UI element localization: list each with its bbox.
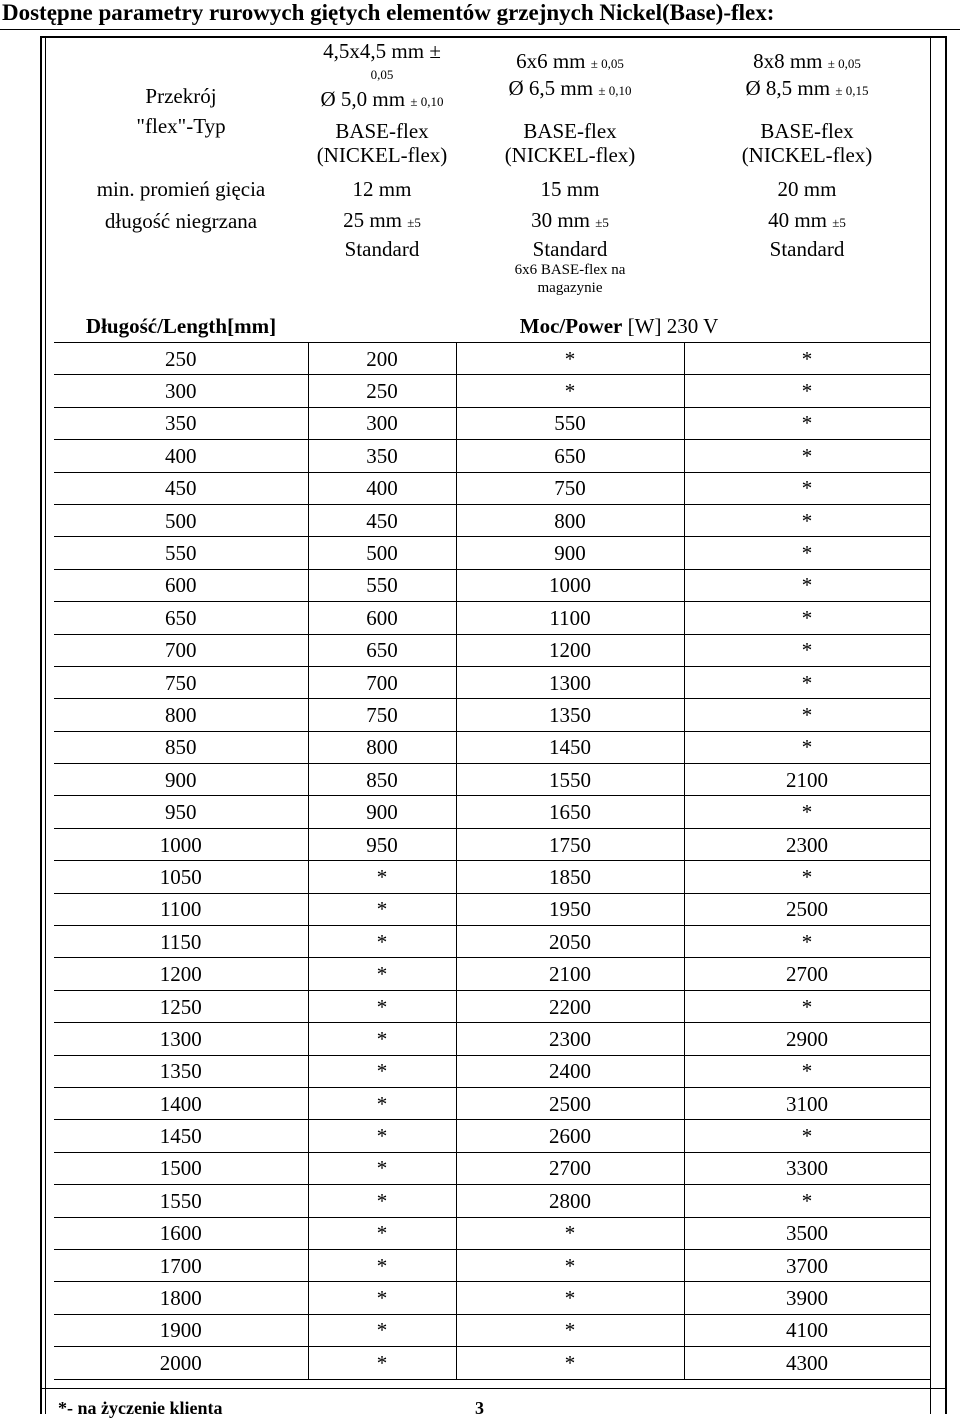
- cell-power-6: 2800: [456, 1185, 684, 1217]
- przekroj-label: Przekrój: [145, 84, 217, 108]
- radius-label: min. promień gięcia: [96, 176, 266, 201]
- cell-power-4-5: *: [308, 1087, 456, 1119]
- col3-dia: Ø 8,5 mm: [745, 76, 831, 100]
- cell-power-4-5: 500: [308, 537, 456, 569]
- table-row: [54, 958, 930, 990]
- length-header: Długość/Length[mm]: [85, 313, 277, 338]
- przekroj-col3: [684, 38, 930, 114]
- cell-length: 850: [54, 731, 308, 763]
- unheated-col2-value: 30 mm: [531, 207, 591, 232]
- cell-power-8: *: [684, 926, 930, 958]
- table-row: [54, 796, 930, 828]
- cell-power-6: 1300: [456, 666, 684, 698]
- table-row: [54, 537, 930, 569]
- table-row: [54, 990, 930, 1022]
- table-row: [54, 472, 930, 504]
- cell-length: 800: [54, 699, 308, 731]
- standard-col2: [456, 237, 684, 309]
- cell-length: 1150: [54, 926, 308, 958]
- cell-power-4-5: *: [308, 1120, 456, 1152]
- przekroj-col2: [456, 38, 684, 114]
- cell-length: 450: [54, 472, 308, 504]
- spec-table: [54, 38, 930, 342]
- cell-power-4-5: 350: [308, 440, 456, 472]
- cell-power-8: *: [684, 699, 930, 731]
- cell-power-8: *: [684, 731, 930, 763]
- cell-power-4-5: *: [308, 958, 456, 990]
- cell-length: 1300: [54, 1023, 308, 1055]
- cell-power-8: 3100: [684, 1087, 930, 1119]
- title-underline: [0, 29, 960, 30]
- table-row: [54, 602, 930, 634]
- typ-col2: [456, 114, 684, 172]
- table-row: [54, 1087, 930, 1119]
- cell-power-8: *: [684, 666, 930, 698]
- cell-length: 1050: [54, 861, 308, 893]
- unheated-col1-value: 25 mm: [343, 207, 403, 232]
- cell-power-6: 1850: [456, 861, 684, 893]
- cell-power-6: 1550: [456, 764, 684, 796]
- table-row: [54, 1023, 930, 1055]
- cell-power-4-5: *: [308, 1055, 456, 1087]
- cell-length: 1200: [54, 958, 308, 990]
- cell-power-4-5: *: [308, 1185, 456, 1217]
- unheated-col1: [308, 205, 456, 237]
- radius-col2: 15 mm: [540, 176, 600, 201]
- cell-power-4-5: 300: [308, 407, 456, 439]
- table-row: [54, 699, 930, 731]
- cell-power-4-5: 700: [308, 666, 456, 698]
- footnote: *- na życzenie klienta: [58, 1398, 223, 1418]
- cell-power-6: 750: [456, 472, 684, 504]
- cell-power-4-5: 200: [308, 343, 456, 375]
- typ-col2-line1: BASE-flex: [523, 119, 617, 143]
- cell-power-8: *: [684, 504, 930, 536]
- cell-power-4-5: *: [308, 1217, 456, 1249]
- cell-power-8: *: [684, 1055, 930, 1087]
- cell-length: 1800: [54, 1282, 308, 1314]
- power-table: [54, 342, 931, 1380]
- col2-size-tol: ± 0,05: [590, 56, 624, 71]
- col1-dia: Ø 5,0 mm: [320, 86, 406, 111]
- cell-power-8: 2900: [684, 1023, 930, 1055]
- cell-power-8: *: [684, 343, 930, 375]
- cell-power-6: 550: [456, 407, 684, 439]
- cell-power-4-5: 900: [308, 796, 456, 828]
- cell-power-8: *: [684, 1120, 930, 1152]
- table-row: [54, 1120, 930, 1152]
- standard-col2-label: Standard: [532, 237, 608, 261]
- page-title: Dostępne parametry rurowych giętych elementów grzejnych Nickel(Base)-flex:: [2, 0, 775, 25]
- cell-power-4-5: 850: [308, 764, 456, 796]
- cell-length: 250: [54, 343, 308, 375]
- przekroj-col1: [308, 38, 456, 114]
- typ-col1: [308, 114, 456, 172]
- cell-length: 1250: [54, 990, 308, 1022]
- cell-power-4-5: 650: [308, 634, 456, 666]
- standard-col3: Standard: [769, 237, 845, 261]
- table-row: [54, 1152, 930, 1184]
- table-row: [54, 764, 930, 796]
- table-row: [54, 343, 930, 375]
- cell-power-8: *: [684, 634, 930, 666]
- cell-power-8: *: [684, 375, 930, 407]
- standard-row: [54, 237, 930, 309]
- cell-power-6: 2200: [456, 990, 684, 1022]
- cell-power-4-5: *: [308, 1314, 456, 1346]
- standard-label-empty: [54, 237, 308, 309]
- frame-right: [945, 36, 947, 1414]
- przekroj-row: [54, 38, 930, 114]
- cell-power-8: *: [684, 440, 930, 472]
- cell-power-4-5: 750: [308, 699, 456, 731]
- table-row: [54, 1282, 930, 1314]
- page-number: 3: [475, 1398, 484, 1418]
- cell-length: 500: [54, 504, 308, 536]
- cell-length: 300: [54, 375, 308, 407]
- table-row: [54, 440, 930, 472]
- cell-power-6: 900: [456, 537, 684, 569]
- power-header-unit: [W] 230 V: [627, 313, 719, 338]
- typ-col1-line2: (NICKEL-flex): [316, 143, 448, 167]
- table-row: [54, 634, 930, 666]
- table-row: [54, 893, 930, 925]
- cell-length: 2000: [54, 1347, 308, 1379]
- cell-power-4-5: 250: [308, 375, 456, 407]
- table-row: [54, 1055, 930, 1087]
- cell-power-6: 2600: [456, 1120, 684, 1152]
- cell-power-8: 4100: [684, 1314, 930, 1346]
- cell-power-6: *: [456, 1347, 684, 1379]
- cell-power-8: *: [684, 537, 930, 569]
- cell-power-8: *: [684, 861, 930, 893]
- cell-power-8: 3500: [684, 1217, 930, 1249]
- table-row: [54, 407, 930, 439]
- cell-power-6: 1000: [456, 569, 684, 601]
- power-header-label: Moc/Power: [519, 313, 623, 338]
- typ-col3: [684, 114, 930, 172]
- typ-col3-line1: BASE-flex: [760, 119, 854, 143]
- cell-power-6: 2500: [456, 1087, 684, 1119]
- cell-power-6: *: [456, 1249, 684, 1281]
- cell-power-4-5: 950: [308, 828, 456, 860]
- col3-size-tol: ± 0,05: [827, 56, 861, 71]
- table-row: [54, 1185, 930, 1217]
- cell-power-4-5: 600: [308, 602, 456, 634]
- cell-power-6: 1350: [456, 699, 684, 731]
- cell-power-4-5: 400: [308, 472, 456, 504]
- cell-power-8: 2100: [684, 764, 930, 796]
- col1-size: 4,5x4,5 mm: [323, 38, 425, 63]
- cell-power-4-5: *: [308, 1282, 456, 1314]
- cell-length: 1600: [54, 1217, 308, 1249]
- unheated-label: długość niegrzana: [104, 209, 258, 233]
- cell-power-4-5: *: [308, 1347, 456, 1379]
- cell-power-4-5: 550: [308, 569, 456, 601]
- unheated-col3-tol: ±5: [832, 214, 846, 230]
- cell-length: 550: [54, 537, 308, 569]
- cell-power-8: 2300: [684, 828, 930, 860]
- cell-power-8: 3900: [684, 1282, 930, 1314]
- typ-col2-line2: (NICKEL-flex): [504, 143, 636, 167]
- cell-power-6: *: [456, 1314, 684, 1346]
- cell-length: 1000: [54, 828, 308, 860]
- cell-length: 1100: [54, 893, 308, 925]
- cell-power-6: 1450: [456, 731, 684, 763]
- cell-power-6: *: [456, 1282, 684, 1314]
- frame-left-inner: [45, 36, 46, 1414]
- col1-dia-tol: ± 0,10: [410, 93, 444, 109]
- table-row: [54, 375, 930, 407]
- cell-length: 350: [54, 407, 308, 439]
- table-row: [54, 569, 930, 601]
- frame-bottom: [40, 1388, 947, 1389]
- cell-power-6: *: [456, 1217, 684, 1249]
- cell-length: 1700: [54, 1249, 308, 1281]
- table-row: [54, 861, 930, 893]
- cell-power-4-5: *: [308, 1023, 456, 1055]
- cell-power-6: 1950: [456, 893, 684, 925]
- table-row: [54, 828, 930, 860]
- unheated-col2-tol: ±5: [595, 214, 609, 230]
- table-row: [54, 1249, 930, 1281]
- cell-length: 600: [54, 569, 308, 601]
- frame-left: [40, 36, 42, 1414]
- unheated-col2: [456, 205, 684, 237]
- cell-power-4-5: *: [308, 893, 456, 925]
- table-row: [54, 1217, 930, 1249]
- cell-length: 1400: [54, 1087, 308, 1119]
- cell-length: 1450: [54, 1120, 308, 1152]
- unheated-col3: [684, 205, 930, 237]
- cell-length: 750: [54, 666, 308, 698]
- cell-power-8: *: [684, 472, 930, 504]
- cell-length: 1350: [54, 1055, 308, 1087]
- cell-length: 700: [54, 634, 308, 666]
- cell-power-6: 1200: [456, 634, 684, 666]
- cell-power-8: *: [684, 1185, 930, 1217]
- cell-power-6: 1100: [456, 602, 684, 634]
- cell-power-4-5: *: [308, 926, 456, 958]
- cell-power-8: 3300: [684, 1152, 930, 1184]
- typ-col3-line2: (NICKEL-flex): [741, 143, 873, 167]
- col1-size-tol-b: 0,05: [370, 66, 394, 82]
- cell-power-6: *: [456, 375, 684, 407]
- cell-length: 950: [54, 796, 308, 828]
- cell-power-6: 1750: [456, 828, 684, 860]
- cell-power-8: 4300: [684, 1347, 930, 1379]
- cell-power-8: 2500: [684, 893, 930, 925]
- cell-power-6: 2050: [456, 926, 684, 958]
- cell-length: 650: [54, 602, 308, 634]
- cell-power-6: 650: [456, 440, 684, 472]
- col2-dia: Ø 6,5 mm: [508, 76, 594, 100]
- stock-note: 6x6 BASE-flex na magazynie: [514, 262, 626, 296]
- cell-power-4-5: *: [308, 990, 456, 1022]
- typ-label: "flex"-Typ: [136, 114, 226, 138]
- table-row: [54, 731, 930, 763]
- col2-size: 6x6 mm: [516, 49, 586, 73]
- cell-length: 1550: [54, 1185, 308, 1217]
- cell-length: 900: [54, 764, 308, 796]
- col2-dia-tol: ± 0,10: [598, 83, 632, 98]
- radius-col3: 20 mm: [777, 176, 837, 201]
- typ-row: [54, 114, 930, 172]
- radius-col1: 12 mm: [352, 176, 412, 201]
- cell-power-6: *: [456, 343, 684, 375]
- cell-power-4-5: *: [308, 1249, 456, 1281]
- cell-power-8: *: [684, 990, 930, 1022]
- cell-power-4-5: *: [308, 861, 456, 893]
- cell-power-8: *: [684, 796, 930, 828]
- cell-power-4-5: 800: [308, 731, 456, 763]
- table-row: [54, 504, 930, 536]
- cell-power-8: 3700: [684, 1249, 930, 1281]
- power-header: [308, 309, 930, 342]
- col3-dia-tol: ± 0,15: [835, 83, 869, 98]
- table-row: [54, 1347, 930, 1379]
- cell-power-6: 1650: [456, 796, 684, 828]
- cell-power-6: 800: [456, 504, 684, 536]
- cell-power-6: 2100: [456, 958, 684, 990]
- cell-length: 1500: [54, 1152, 308, 1184]
- cell-power-8: *: [684, 569, 930, 601]
- col3-size: 8x8 mm: [753, 49, 823, 73]
- cell-power-8: 2700: [684, 958, 930, 990]
- unheated-col3-value: 40 mm: [768, 207, 828, 232]
- radius-row: [54, 172, 930, 205]
- cell-power-6: 2700: [456, 1152, 684, 1184]
- cell-power-8: *: [684, 602, 930, 634]
- cell-power-4-5: *: [308, 1152, 456, 1184]
- cell-power-6: 2300: [456, 1023, 684, 1055]
- unheated-col1-tol: ±5: [407, 214, 421, 230]
- table-row: [54, 666, 930, 698]
- cell-length: 400: [54, 440, 308, 472]
- cell-power-4-5: 450: [308, 504, 456, 536]
- col1-size-tol-a: ±: [429, 38, 441, 63]
- table-row: [54, 1314, 930, 1346]
- cell-power-6: 2400: [456, 1055, 684, 1087]
- cell-length: 1900: [54, 1314, 308, 1346]
- typ-col1-line1: BASE-flex: [335, 119, 429, 143]
- cell-power-8: *: [684, 407, 930, 439]
- standard-col1: Standard: [344, 237, 420, 261]
- unheated-row: [54, 205, 930, 237]
- header-row: [54, 309, 930, 342]
- table-row: [54, 926, 930, 958]
